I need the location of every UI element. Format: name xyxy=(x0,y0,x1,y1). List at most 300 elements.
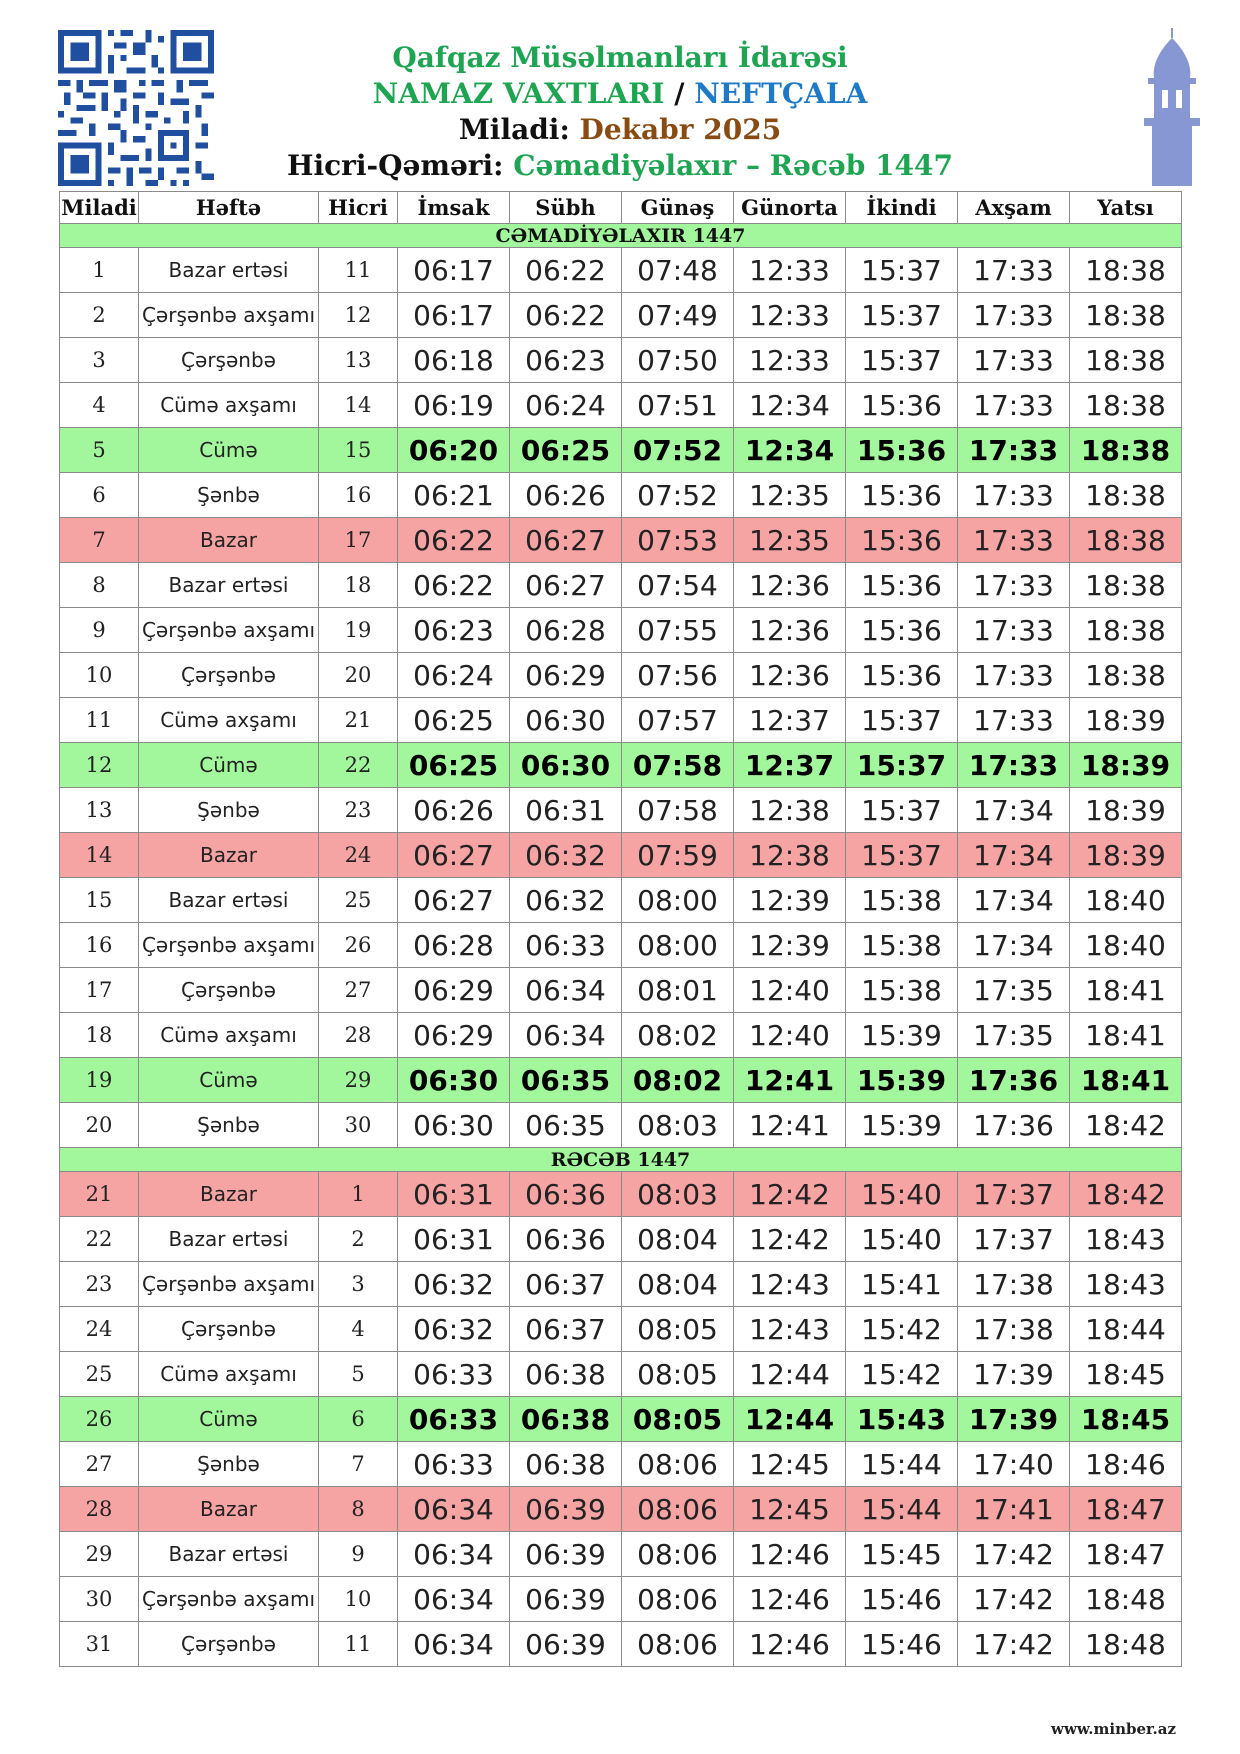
table-row xyxy=(60,1103,1182,1148)
prayer-time-cell: 12:45 xyxy=(734,1487,846,1532)
prayer-time-cell: 06:34 xyxy=(398,1532,510,1577)
day-number-cell: 30 xyxy=(60,1577,139,1622)
prayer-time-cell: 12:44 xyxy=(734,1352,846,1397)
prayer-time-cell: 06:20 xyxy=(398,428,510,473)
prayer-time-cell: 18:47 xyxy=(1070,1487,1182,1532)
prayer-time-cell: 07:49 xyxy=(622,293,734,338)
prayer-time-cell: 06:17 xyxy=(398,248,510,293)
prayer-time-cell: 08:05 xyxy=(622,1397,734,1442)
prayer-time-cell: 06:29 xyxy=(510,653,622,698)
day-number-cell: 11 xyxy=(60,698,139,743)
day-number-cell: 20 xyxy=(60,1103,139,1148)
prayer-time-cell: 15:41 xyxy=(846,1262,958,1307)
prayer-time-cell: 17:39 xyxy=(958,1397,1070,1442)
table-row xyxy=(60,1532,1182,1577)
prayer-time-cell: 07:54 xyxy=(622,563,734,608)
prayer-time-cell: 18:38 xyxy=(1070,653,1182,698)
prayer-time-cell: 12:34 xyxy=(734,383,846,428)
prayer-time-cell: 07:56 xyxy=(622,653,734,698)
prayer-time-cell: 06:24 xyxy=(398,653,510,698)
prayer-time-cell: 06:23 xyxy=(510,338,622,383)
prayer-time-cell: 06:33 xyxy=(510,923,622,968)
weekday-cell: Bazar ertəsi xyxy=(139,563,319,608)
prayer-time-cell: 17:33 xyxy=(958,428,1070,473)
prayer-time-cell: 06:28 xyxy=(510,608,622,653)
prayer-time-cell: 15:37 xyxy=(846,248,958,293)
prayer-time-cell: 06:32 xyxy=(510,833,622,878)
prayer-time-cell: 06:32 xyxy=(510,878,622,923)
prayer-time-cell: 18:46 xyxy=(1070,1442,1182,1487)
weekday-cell: Çərşənbə xyxy=(139,1307,319,1352)
prayer-time-cell: 17:38 xyxy=(958,1262,1070,1307)
hicri-value: Cəmadiyəlaxır – Rəcəb 1447 xyxy=(513,149,953,182)
document-title xyxy=(260,76,980,112)
minaret-icon xyxy=(1132,28,1212,186)
prayer-time-cell: 06:31 xyxy=(510,788,622,833)
hijri-day-cell: 7 xyxy=(319,1442,398,1487)
weekday-cell: Şənbə xyxy=(139,1442,319,1487)
prayer-time-cell: 18:41 xyxy=(1070,968,1182,1013)
prayer-time-cell: 15:36 xyxy=(846,383,958,428)
prayer-time-cell: 06:36 xyxy=(510,1217,622,1262)
prayer-time-cell: 06:39 xyxy=(510,1577,622,1622)
day-number-cell: 4 xyxy=(60,383,139,428)
hijri-day-cell: 27 xyxy=(319,968,398,1013)
prayer-time-cell: 06:34 xyxy=(510,1013,622,1058)
prayer-time-cell: 06:33 xyxy=(398,1352,510,1397)
prayer-time-cell: 15:43 xyxy=(846,1397,958,1442)
day-number-cell: 15 xyxy=(60,878,139,923)
column-header: İmsak xyxy=(398,192,510,224)
hijri-day-cell: 10 xyxy=(319,1577,398,1622)
table-row xyxy=(60,1352,1182,1397)
prayer-time-cell: 15:37 xyxy=(846,833,958,878)
prayer-time-cell: 06:35 xyxy=(510,1058,622,1103)
prayer-time-cell: 15:36 xyxy=(846,428,958,473)
prayer-time-cell: 06:22 xyxy=(398,518,510,563)
day-number-cell: 8 xyxy=(60,563,139,608)
hijri-day-cell: 18 xyxy=(319,563,398,608)
weekday-cell: Cümə xyxy=(139,743,319,788)
miladi-label: Miladi: xyxy=(458,113,580,146)
prayer-time-cell: 15:36 xyxy=(846,518,958,563)
prayer-time-cell: 06:38 xyxy=(510,1442,622,1487)
day-number-cell: 14 xyxy=(60,833,139,878)
prayer-time-cell: 06:27 xyxy=(510,563,622,608)
day-number-cell: 19 xyxy=(60,1058,139,1103)
weekday-cell: Şənbə xyxy=(139,473,319,518)
prayer-time-cell: 12:42 xyxy=(734,1217,846,1262)
prayer-time-cell: 12:45 xyxy=(734,1442,846,1487)
column-header: Günəş xyxy=(622,192,734,224)
prayer-time-cell: 08:05 xyxy=(622,1352,734,1397)
hijri-day-cell: 1 xyxy=(319,1172,398,1217)
prayer-time-cell: 15:44 xyxy=(846,1442,958,1487)
prayer-time-cell: 08:02 xyxy=(622,1058,734,1103)
prayer-time-cell: 12:36 xyxy=(734,563,846,608)
weekday-cell: Cümə xyxy=(139,428,319,473)
weekday-cell: Bazar ertəsi xyxy=(139,1532,319,1577)
prayer-time-cell: 06:22 xyxy=(398,563,510,608)
weekday-cell: Şənbə xyxy=(139,788,319,833)
prayer-time-cell: 18:38 xyxy=(1070,383,1182,428)
prayer-time-cell: 18:45 xyxy=(1070,1397,1182,1442)
day-number-cell: 1 xyxy=(60,248,139,293)
hijri-day-cell: 17 xyxy=(319,518,398,563)
table-row xyxy=(60,383,1182,428)
prayer-time-cell: 15:42 xyxy=(846,1307,958,1352)
prayer-time-cell: 17:34 xyxy=(958,788,1070,833)
table-row xyxy=(60,1262,1182,1307)
prayer-time-cell: 17:33 xyxy=(958,248,1070,293)
prayer-time-cell: 18:38 xyxy=(1070,293,1182,338)
weekday-cell: Çərşənbə xyxy=(139,1622,319,1667)
table-row xyxy=(60,788,1182,833)
weekday-cell: Çərşənbə axşamı xyxy=(139,608,319,653)
prayer-time-cell: 18:39 xyxy=(1070,788,1182,833)
day-number-cell: 3 xyxy=(60,338,139,383)
day-number-cell: 31 xyxy=(60,1622,139,1667)
prayer-time-cell: 18:40 xyxy=(1070,878,1182,923)
day-number-cell: 29 xyxy=(60,1532,139,1577)
gregorian-month xyxy=(260,112,980,148)
day-number-cell: 24 xyxy=(60,1307,139,1352)
prayer-time-cell: 17:33 xyxy=(958,383,1070,428)
prayer-time-cell: 15:39 xyxy=(846,1103,958,1148)
prayer-time-cell: 17:33 xyxy=(958,608,1070,653)
prayer-time-cell: 08:02 xyxy=(622,1013,734,1058)
prayer-time-cell: 12:34 xyxy=(734,428,846,473)
table-row xyxy=(60,1577,1182,1622)
day-number-cell: 10 xyxy=(60,653,139,698)
hijri-day-cell: 9 xyxy=(319,1532,398,1577)
day-number-cell: 25 xyxy=(60,1352,139,1397)
prayer-time-cell: 17:39 xyxy=(958,1352,1070,1397)
prayer-time-cell: 15:37 xyxy=(846,788,958,833)
prayer-time-cell: 18:44 xyxy=(1070,1307,1182,1352)
prayer-time-cell: 18:47 xyxy=(1070,1532,1182,1577)
prayer-time-cell: 18:45 xyxy=(1070,1352,1182,1397)
table-row xyxy=(60,1307,1182,1352)
prayer-time-cell: 17:33 xyxy=(958,653,1070,698)
table-row xyxy=(60,743,1182,788)
prayer-time-cell: 06:39 xyxy=(510,1622,622,1667)
day-number-cell: 6 xyxy=(60,473,139,518)
prayer-time-cell: 17:37 xyxy=(958,1217,1070,1262)
prayer-time-cell: 06:24 xyxy=(510,383,622,428)
prayer-time-cell: 17:33 xyxy=(958,518,1070,563)
prayer-time-cell: 06:21 xyxy=(398,473,510,518)
prayer-time-cell: 06:27 xyxy=(510,518,622,563)
prayer-time-cell: 18:41 xyxy=(1070,1058,1182,1103)
prayer-time-cell: 06:26 xyxy=(510,473,622,518)
weekday-cell: Çərşənbə axşamı xyxy=(139,293,319,338)
prayer-time-cell: 07:58 xyxy=(622,788,734,833)
table-row xyxy=(60,698,1182,743)
table-row xyxy=(60,1058,1182,1103)
prayer-time-cell: 08:06 xyxy=(622,1487,734,1532)
hijri-day-cell: 29 xyxy=(319,1058,398,1103)
prayer-time-cell: 06:17 xyxy=(398,293,510,338)
weekday-cell: Çərşənbə axşamı xyxy=(139,1262,319,1307)
prayer-time-cell: 08:03 xyxy=(622,1103,734,1148)
column-header: Miladi xyxy=(60,192,139,224)
column-header: Yatsı xyxy=(1070,192,1182,224)
prayer-time-cell: 06:19 xyxy=(398,383,510,428)
prayer-time-cell: 15:36 xyxy=(846,473,958,518)
weekday-cell: Cümə axşamı xyxy=(139,1352,319,1397)
prayer-time-cell: 15:38 xyxy=(846,878,958,923)
prayer-time-cell: 07:52 xyxy=(622,428,734,473)
column-header: Günorta xyxy=(734,192,846,224)
month-label: RƏCƏB 1447 xyxy=(60,1148,1182,1172)
weekday-cell: Bazar xyxy=(139,833,319,878)
month-divider-row xyxy=(60,224,1182,248)
weekday-cell: Çərşənbə axşamı xyxy=(139,1577,319,1622)
prayer-time-cell: 07:57 xyxy=(622,698,734,743)
prayer-time-cell: 06:27 xyxy=(398,878,510,923)
prayer-time-cell: 07:52 xyxy=(622,473,734,518)
prayer-time-cell: 12:37 xyxy=(734,743,846,788)
day-number-cell: 17 xyxy=(60,968,139,1013)
prayer-time-cell: 06:29 xyxy=(398,1013,510,1058)
column-header: Hicri xyxy=(319,192,398,224)
weekday-cell: Çərşənbə xyxy=(139,338,319,383)
table-row xyxy=(60,968,1182,1013)
prayer-time-cell: 08:04 xyxy=(622,1217,734,1262)
weekday-cell: Bazar xyxy=(139,1487,319,1532)
table-row xyxy=(60,293,1182,338)
prayer-time-cell: 17:34 xyxy=(958,833,1070,878)
prayer-time-cell: 15:42 xyxy=(846,1352,958,1397)
day-number-cell: 12 xyxy=(60,743,139,788)
weekday-cell: Cümə axşamı xyxy=(139,1013,319,1058)
hijri-day-cell: 14 xyxy=(319,383,398,428)
weekday-cell: Cümə axşamı xyxy=(139,698,319,743)
prayer-time-cell: 17:42 xyxy=(958,1622,1070,1667)
prayer-time-cell: 15:46 xyxy=(846,1577,958,1622)
table-row xyxy=(60,1487,1182,1532)
month-divider-row xyxy=(60,1148,1182,1172)
prayer-time-cell: 12:42 xyxy=(734,1172,846,1217)
weekday-cell: Cümə xyxy=(139,1058,319,1103)
prayer-time-cell: 12:38 xyxy=(734,788,846,833)
prayer-time-cell: 12:46 xyxy=(734,1577,846,1622)
prayer-time-cell: 12:33 xyxy=(734,338,846,383)
prayer-time-cell: 15:45 xyxy=(846,1532,958,1577)
table-row xyxy=(60,1217,1182,1262)
weekday-cell: Bazar ertəsi xyxy=(139,878,319,923)
day-number-cell: 23 xyxy=(60,1262,139,1307)
prayer-time-cell: 18:40 xyxy=(1070,923,1182,968)
prayer-time-cell: 12:36 xyxy=(734,608,846,653)
prayer-time-cell: 07:51 xyxy=(622,383,734,428)
prayer-time-cell: 06:39 xyxy=(510,1532,622,1577)
prayer-time-cell: 06:33 xyxy=(398,1397,510,1442)
table-row xyxy=(60,878,1182,923)
prayer-time-cell: 15:37 xyxy=(846,293,958,338)
column-header: Həftə xyxy=(139,192,319,224)
prayer-time-cell: 15:37 xyxy=(846,698,958,743)
prayer-time-cell: 06:37 xyxy=(510,1307,622,1352)
title-separator: / xyxy=(664,77,695,110)
prayer-time-cell: 06:34 xyxy=(398,1577,510,1622)
prayer-time-cell: 12:39 xyxy=(734,878,846,923)
hijri-month xyxy=(260,148,980,184)
prayer-time-cell: 06:34 xyxy=(510,968,622,1013)
prayer-time-cell: 06:22 xyxy=(510,248,622,293)
prayer-time-cell: 07:50 xyxy=(622,338,734,383)
prayer-time-cell: 18:43 xyxy=(1070,1262,1182,1307)
table-row xyxy=(60,248,1182,293)
prayer-time-cell: 12:40 xyxy=(734,1013,846,1058)
prayer-time-cell: 06:25 xyxy=(398,743,510,788)
organization-title: Qafqaz Müsəlmanları İdarəsi xyxy=(392,41,848,74)
hijri-day-cell: 22 xyxy=(319,743,398,788)
prayer-time-cell: 15:37 xyxy=(846,338,958,383)
prayer-time-cell: 08:06 xyxy=(622,1532,734,1577)
day-number-cell: 27 xyxy=(60,1442,139,1487)
column-header: İkindi xyxy=(846,192,958,224)
hijri-day-cell: 11 xyxy=(319,1622,398,1667)
prayer-time-cell: 08:05 xyxy=(622,1307,734,1352)
prayer-time-cell: 18:41 xyxy=(1070,1013,1182,1058)
table-row xyxy=(60,1397,1182,1442)
prayer-time-cell: 07:59 xyxy=(622,833,734,878)
table-row xyxy=(60,473,1182,518)
weekday-cell: Şənbə xyxy=(139,1103,319,1148)
prayer-time-cell: 12:41 xyxy=(734,1103,846,1148)
hijri-day-cell: 30 xyxy=(319,1103,398,1148)
day-number-cell: 16 xyxy=(60,923,139,968)
prayer-time-cell: 17:33 xyxy=(958,473,1070,518)
prayer-time-cell: 12:46 xyxy=(734,1532,846,1577)
prayer-time-cell: 06:38 xyxy=(510,1397,622,1442)
website-url: www.minber.az xyxy=(1051,1720,1176,1738)
prayer-time-cell: 18:38 xyxy=(1070,338,1182,383)
prayer-time-cell: 07:55 xyxy=(622,608,734,653)
day-number-cell: 9 xyxy=(60,608,139,653)
month-label: CƏMADİYƏLAXIR 1447 xyxy=(60,224,1182,248)
prayer-time-cell: 18:39 xyxy=(1070,743,1182,788)
hijri-day-cell: 16 xyxy=(319,473,398,518)
column-header: Sübh xyxy=(510,192,622,224)
hijri-day-cell: 8 xyxy=(319,1487,398,1532)
prayer-time-cell: 18:38 xyxy=(1070,473,1182,518)
prayer-time-cell: 12:46 xyxy=(734,1622,846,1667)
prayer-time-cell: 06:35 xyxy=(510,1103,622,1148)
day-number-cell: 7 xyxy=(60,518,139,563)
city-name: NEFTÇALA xyxy=(694,77,868,110)
table-row xyxy=(60,608,1182,653)
prayer-time-cell: 08:06 xyxy=(622,1577,734,1622)
prayer-time-cell: 08:01 xyxy=(622,968,734,1013)
prayer-time-cell: 12:44 xyxy=(734,1397,846,1442)
prayer-time-cell: 08:06 xyxy=(622,1442,734,1487)
prayer-time-cell: 17:33 xyxy=(958,563,1070,608)
prayer-time-cell: 15:37 xyxy=(846,743,958,788)
day-number-cell: 21 xyxy=(60,1172,139,1217)
prayer-time-cell: 06:28 xyxy=(398,923,510,968)
prayer-time-cell: 06:38 xyxy=(510,1352,622,1397)
prayer-time-cell: 06:31 xyxy=(398,1172,510,1217)
prayer-time-cell: 17:41 xyxy=(958,1487,1070,1532)
day-number-cell: 22 xyxy=(60,1217,139,1262)
prayer-time-cell: 17:35 xyxy=(958,968,1070,1013)
prayer-time-cell: 06:26 xyxy=(398,788,510,833)
table-row xyxy=(60,563,1182,608)
weekday-cell: Çərşənbə xyxy=(139,653,319,698)
prayer-time-cell: 06:30 xyxy=(510,743,622,788)
prayer-time-cell: 06:33 xyxy=(398,1442,510,1487)
prayer-time-cell: 12:35 xyxy=(734,473,846,518)
prayer-time-cell: 12:39 xyxy=(734,923,846,968)
hijri-day-cell: 23 xyxy=(319,788,398,833)
prayer-time-cell: 08:04 xyxy=(622,1262,734,1307)
prayer-time-cell: 06:22 xyxy=(510,293,622,338)
prayer-time-cell: 18:38 xyxy=(1070,248,1182,293)
prayer-time-cell: 12:43 xyxy=(734,1262,846,1307)
day-number-cell: 18 xyxy=(60,1013,139,1058)
miladi-value: Dekabr 2025 xyxy=(579,113,782,146)
weekday-cell: Bazar ertəsi xyxy=(139,248,319,293)
table-row xyxy=(60,1013,1182,1058)
table-row xyxy=(60,1172,1182,1217)
prayer-time-cell: 08:00 xyxy=(622,923,734,968)
hijri-day-cell: 21 xyxy=(319,698,398,743)
hijri-day-cell: 6 xyxy=(319,1397,398,1442)
hijri-day-cell: 25 xyxy=(319,878,398,923)
weekday-cell: Çərşənbə xyxy=(139,968,319,1013)
prayer-time-cell: 17:33 xyxy=(958,338,1070,383)
prayer-time-cell: 06:37 xyxy=(510,1262,622,1307)
table-row xyxy=(60,833,1182,878)
weekday-cell: Bazar ertəsi xyxy=(139,1217,319,1262)
prayer-time-cell: 15:40 xyxy=(846,1172,958,1217)
prayer-time-cell: 18:43 xyxy=(1070,1217,1182,1262)
prayer-time-cell: 12:40 xyxy=(734,968,846,1013)
prayer-times-table xyxy=(59,191,1182,1667)
prayer-time-cell: 15:39 xyxy=(846,1058,958,1103)
prayer-time-cell: 15:36 xyxy=(846,608,958,653)
hijri-day-cell: 11 xyxy=(319,248,398,293)
hijri-day-cell: 4 xyxy=(319,1307,398,1352)
prayer-time-cell: 17:37 xyxy=(958,1172,1070,1217)
weekday-cell: Bazar xyxy=(139,518,319,563)
prayer-time-cell: 06:18 xyxy=(398,338,510,383)
prayer-time-cell: 07:53 xyxy=(622,518,734,563)
prayer-time-cell: 18:48 xyxy=(1070,1577,1182,1622)
hijri-day-cell: 3 xyxy=(319,1262,398,1307)
table-body xyxy=(60,224,1182,1667)
prayer-time-cell: 06:34 xyxy=(398,1487,510,1532)
prayer-time-cell: 18:38 xyxy=(1070,518,1182,563)
prayer-time-cell: 17:42 xyxy=(958,1577,1070,1622)
prayer-time-cell: 08:03 xyxy=(622,1172,734,1217)
table-row xyxy=(60,923,1182,968)
prayer-time-cell: 17:34 xyxy=(958,878,1070,923)
prayer-time-cell: 15:40 xyxy=(846,1217,958,1262)
hijri-day-cell: 5 xyxy=(319,1352,398,1397)
column-header: Axşam xyxy=(958,192,1070,224)
prayer-time-cell: 07:58 xyxy=(622,743,734,788)
hijri-day-cell: 12 xyxy=(319,293,398,338)
qr-code-icon xyxy=(58,30,214,186)
prayer-time-cell: 15:44 xyxy=(846,1487,958,1532)
hijri-day-cell: 28 xyxy=(319,1013,398,1058)
prayer-time-cell: 06:27 xyxy=(398,833,510,878)
prayer-time-cell: 12:37 xyxy=(734,698,846,743)
